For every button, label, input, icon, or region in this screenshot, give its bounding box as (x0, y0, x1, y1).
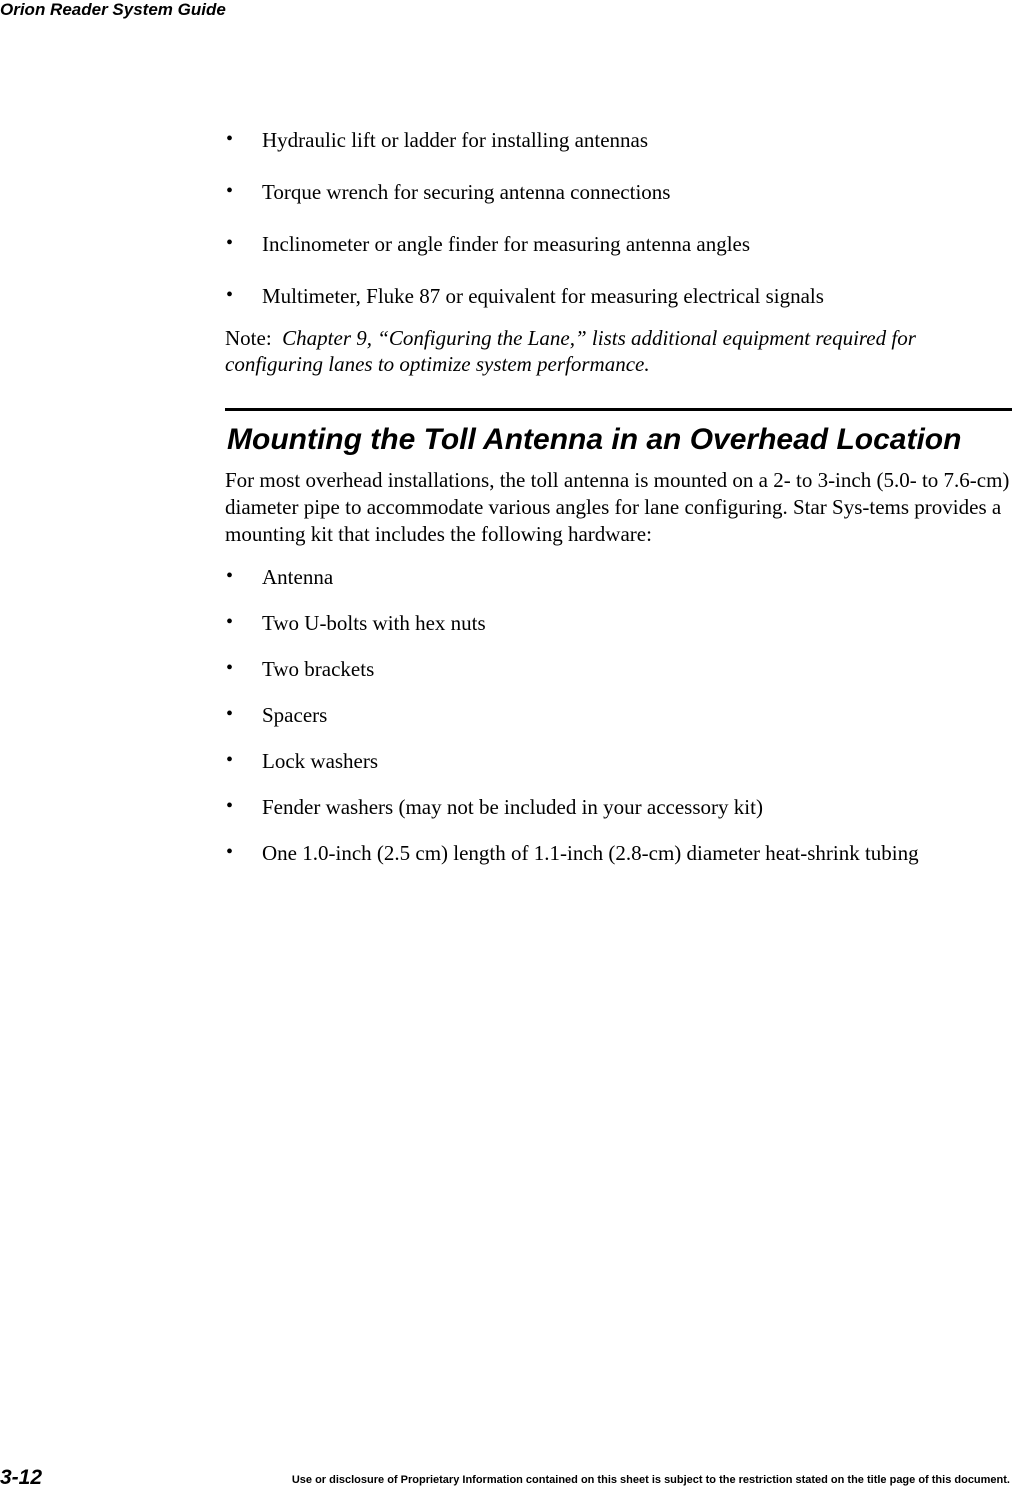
bullet-icon: • (226, 795, 234, 817)
note (225, 325, 1005, 377)
bullet-icon: • (226, 232, 234, 254)
list-item-text: Torque wrench for securing antenna connections (262, 180, 671, 204)
bullet-icon: • (226, 841, 234, 863)
note-label: Note: (225, 326, 272, 350)
bullet-icon: • (226, 657, 234, 679)
section-paragraph: For most overhead installations, the toll antenna is mounted on a 2- to 3-inch (5.0- to 7.6-cm) diameter pipe to accommodate various angles for lane configuring. Star Sys-tems provides a mounting kit that includes the following hardware: (225, 468, 1010, 546)
bullet-icon: • (226, 180, 234, 202)
list-item-text: One 1.0-inch (2.5 cm) length of 1.1-inch (2.8-cm) diameter heat-shrink tubing (262, 841, 919, 865)
bullet-icon: • (226, 703, 234, 725)
section-title: Mounting the Toll Antenna in an Overhead Location (227, 423, 962, 456)
bullet-icon: • (226, 128, 234, 150)
bullet-icon: • (226, 611, 234, 633)
list-item-text: Fender washers (may not be included in your accessory kit) (262, 795, 763, 819)
list-item-text: Two brackets (262, 657, 375, 681)
equipment-list (226, 128, 1006, 308)
list-item-text: Antenna (262, 565, 334, 589)
list-item (226, 565, 1006, 589)
list-item (226, 657, 1006, 681)
page-number: 3-12 (0, 1466, 43, 1489)
list-item-text: Multimeter, Fluke 87 or equivalent for measuring electrical signals (262, 284, 824, 308)
list-item-text: Inclinometer or angle finder for measuring antenna angles (262, 232, 751, 256)
list-item-text: Lock washers (262, 749, 379, 773)
note-text: Chapter 9, “Configuring the Lane,” lists additional equipment required for configuring lanes to optimize system performance. (225, 326, 916, 376)
list-item-text: Hydraulic lift or ladder for installing antennas (262, 128, 649, 152)
list-item (226, 284, 1006, 308)
bullet-icon: • (226, 284, 234, 306)
list-item (226, 841, 1006, 865)
list-item (226, 180, 1006, 204)
list-item (226, 128, 1006, 152)
list-item (226, 703, 1006, 727)
list-item-text: Two U-bolts with hex nuts (262, 611, 486, 635)
list-item-text: Spacers (262, 703, 328, 727)
list-item (226, 611, 1006, 635)
mounting-kit-list (226, 565, 1006, 865)
list-item (226, 795, 1006, 819)
bullet-icon: • (226, 565, 234, 587)
proprietary-notice: Use or disclosure of Proprietary Information contained on this sheet is subject to the restriction stated on the title page of this document. (291, 1474, 1010, 1486)
list-item (226, 232, 1006, 256)
list-item (226, 749, 1006, 773)
running-header: Orion Reader System Guide (0, 0, 226, 19)
bullet-icon: • (226, 749, 234, 771)
section-divider (225, 408, 1012, 411)
